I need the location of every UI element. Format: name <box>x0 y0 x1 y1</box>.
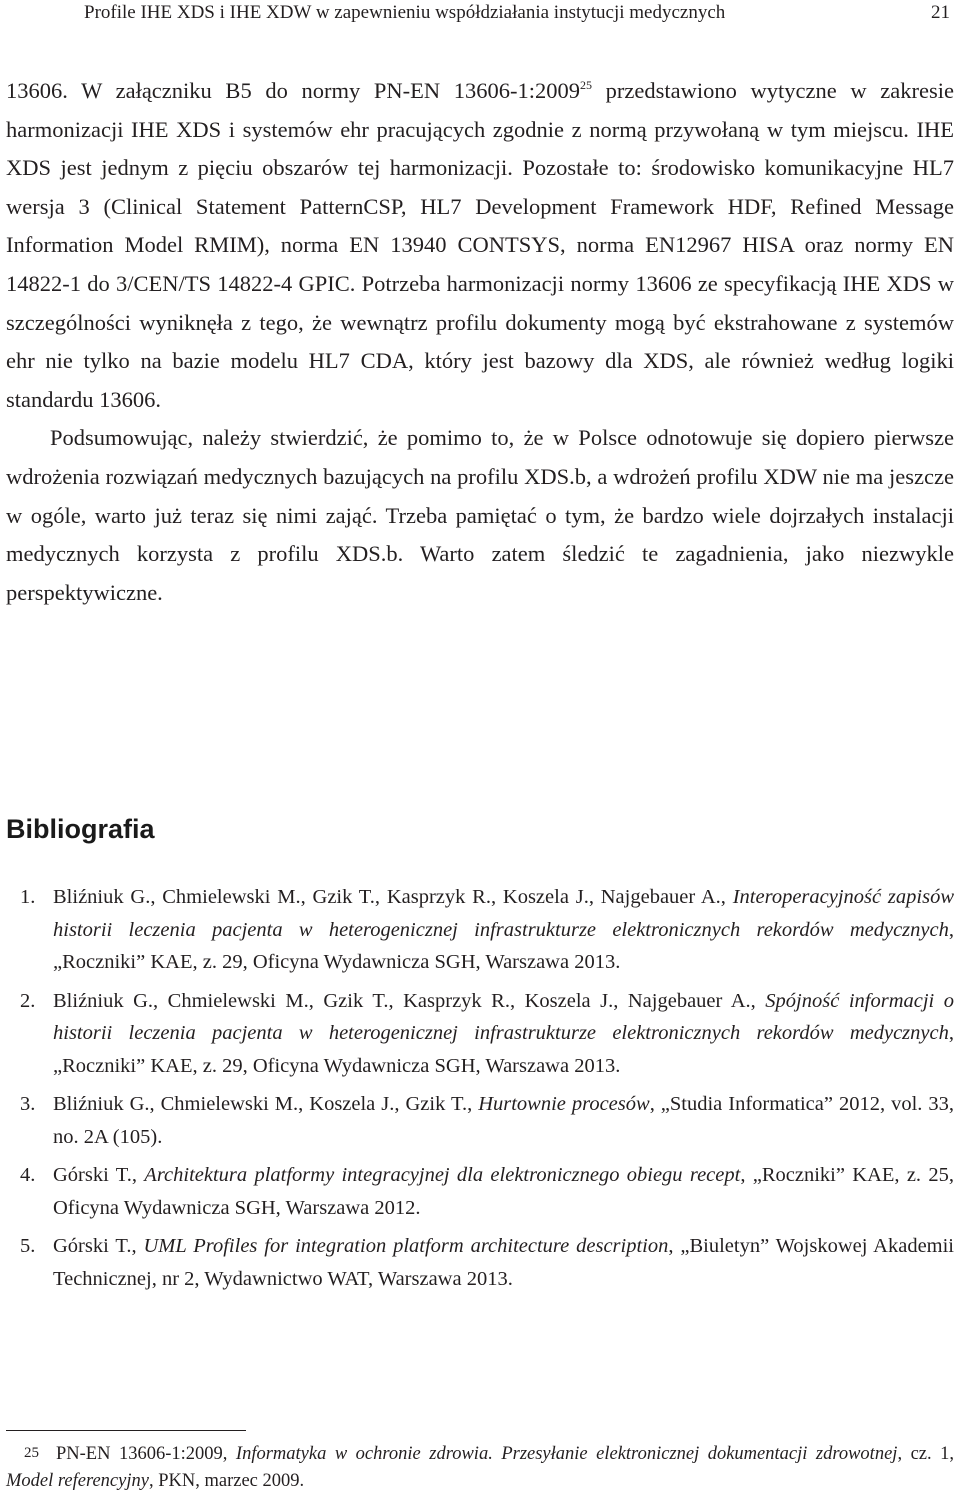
item-authors: Bliźniuk G., Chmielewski M., Gzik T., Kasprzyk R., Koszela J., Najgebauer A., <box>53 989 766 1012</box>
bibliography-heading: Bibliografia <box>6 814 155 844</box>
item-number: 3. <box>20 1093 36 1115</box>
item-title: UML Profiles for integration platform architecture description <box>143 1235 669 1257</box>
bibliography-item <box>6 985 954 1083</box>
item-number: 1. <box>20 886 36 908</box>
paragraph-1-rest: przedstawiono wytyczne w zakresie harmonizacji IHE XDS i systemów ehr pracujących zgodnie z normą przywołaną w tym miejscu. IHE XDS jest jednym z pięciu obszarów tej harmonizacji. Pozostałe to: środowisko komunikacyjne HL7 wersja 3 (Clinical Statement PatternCSP, HL7 Development Framework HDF, Refined Message Information Model RMIM), norma EN 13940 CONTSYS, norma EN12967 HISA oraz normy EN 14822-1 do 3/CEN/TS 14822-4 GPIC. Potrzeba harmonizacji normy 13606 ze specyfikacją IHE XDS w szczególności wyniknęła z tego, że wewnątrz profilu dokumenty mogą być ekstrahowane z systemów ehr nie tylko na bazie modelu HL7 CDA, który jest bazowy dla XDS, ale również według logiki standardu 13606. <box>6 78 954 412</box>
footnote-marker: 25 <box>24 1445 39 1461</box>
bibliography-item <box>6 1230 954 1295</box>
bibliography-item <box>6 1088 954 1153</box>
item-number: 2. <box>20 989 36 1012</box>
bibliography-item <box>6 1159 954 1224</box>
footnote-prefix: PN-EN 13606-1:2009, <box>56 1444 236 1464</box>
item-source: , „Roczniki” KAE, z. 29, Oficyna Wydawnicza SGH, Warszawa 2013. <box>53 1022 954 1077</box>
paragraph-1 <box>6 72 954 419</box>
item-title: Hurtownie procesów <box>478 1093 650 1115</box>
item-authors: Górski T., <box>53 1235 144 1257</box>
body-text <box>6 72 954 612</box>
item-source: , „Biuletyn” Wojskowej Akademii Technicznej, nr 2, Wydawnictwo WAT, Warszawa 2013. <box>53 1235 954 1290</box>
item-number: 4. <box>20 1164 36 1186</box>
item-authors: Bliźniuk G., Chmielewski M., Koszela J., Gzik T., <box>53 1093 479 1115</box>
page-number: 21 <box>931 2 950 23</box>
item-title: Architektura platformy integracyjnej dla elektronicznego obiegu recept <box>144 1164 741 1186</box>
footnote-divider <box>6 1430 246 1431</box>
running-header <box>84 2 950 24</box>
item-source: , „Roczniki” KAE, z. 29, Oficyna Wydawnicza SGH, Warszawa 2013. <box>53 918 954 973</box>
bibliography-list <box>6 881 954 1301</box>
footnote-suffix: , PKN, marzec 2009. <box>148 1471 305 1491</box>
item-number: 5. <box>20 1235 36 1257</box>
item-source: , „Roczniki” KAE, z. 25, Oficyna Wydawnicza SGH, Warszawa 2012. <box>53 1164 954 1219</box>
footnote-text <box>6 1441 954 1495</box>
item-source: , „Studia Informatica” 2012, vol. 33, no. 2A (105). <box>53 1093 955 1148</box>
footnote-25 <box>6 1441 954 1495</box>
footnote-title: Informatyka w ochronie zdrowia. Przesyłanie elektronicznej dokumentacji zdrowotnej <box>235 1444 898 1464</box>
bibliography-item <box>6 881 954 979</box>
running-title: Profile IHE XDS i IHE XDW w zapewnieniu współdziałania instytucji medycznych <box>84 2 726 23</box>
item-authors: Bliźniuk G., Chmielewski M., Gzik T., Kasprzyk R., Koszela J., Najgebauer A., <box>53 886 733 908</box>
paragraph-1-start: 13606. W załączniku B5 do normy PN-EN 13606-1:2009 <box>6 78 581 103</box>
footnote-mid: , cz. 1, <box>897 1444 954 1464</box>
item-authors: Górski T., <box>53 1164 145 1186</box>
paragraph-2: Podsumowując, należy stwierdzić, że pomimo to, że w Polsce odnotowuje się dopiero pierwsze wdrożenia rozwiązań medycznych bazujących na profilu XDS.b, a wdrożeń profilu XDW nie ma jeszcze w ogóle, warto już teraz się nimi zająć. Trzeba pamiętać o tym, że bardzo wiele dojrzałych instalacji medycznych korzysta z profilu XDS.b. Warto zatem śledzić te zagadnienia, jako niezwykle perspektywiczne. <box>6 425 954 605</box>
item-title: Interoperacyjność zapisów historii leczenia pacjenta w heterogenicznej infrastrukturze elektronicznych rekordów medycznych <box>53 886 954 941</box>
footnote-subtitle: Model referencyjny <box>6 1471 149 1491</box>
footnote-ref-25[interactable]: 25 <box>580 78 593 92</box>
item-title: Spójność informacji o historii leczenia pacjenta w heterogenicznej infrastrukturze elektronicznych rekordów medycznych <box>53 989 955 1044</box>
